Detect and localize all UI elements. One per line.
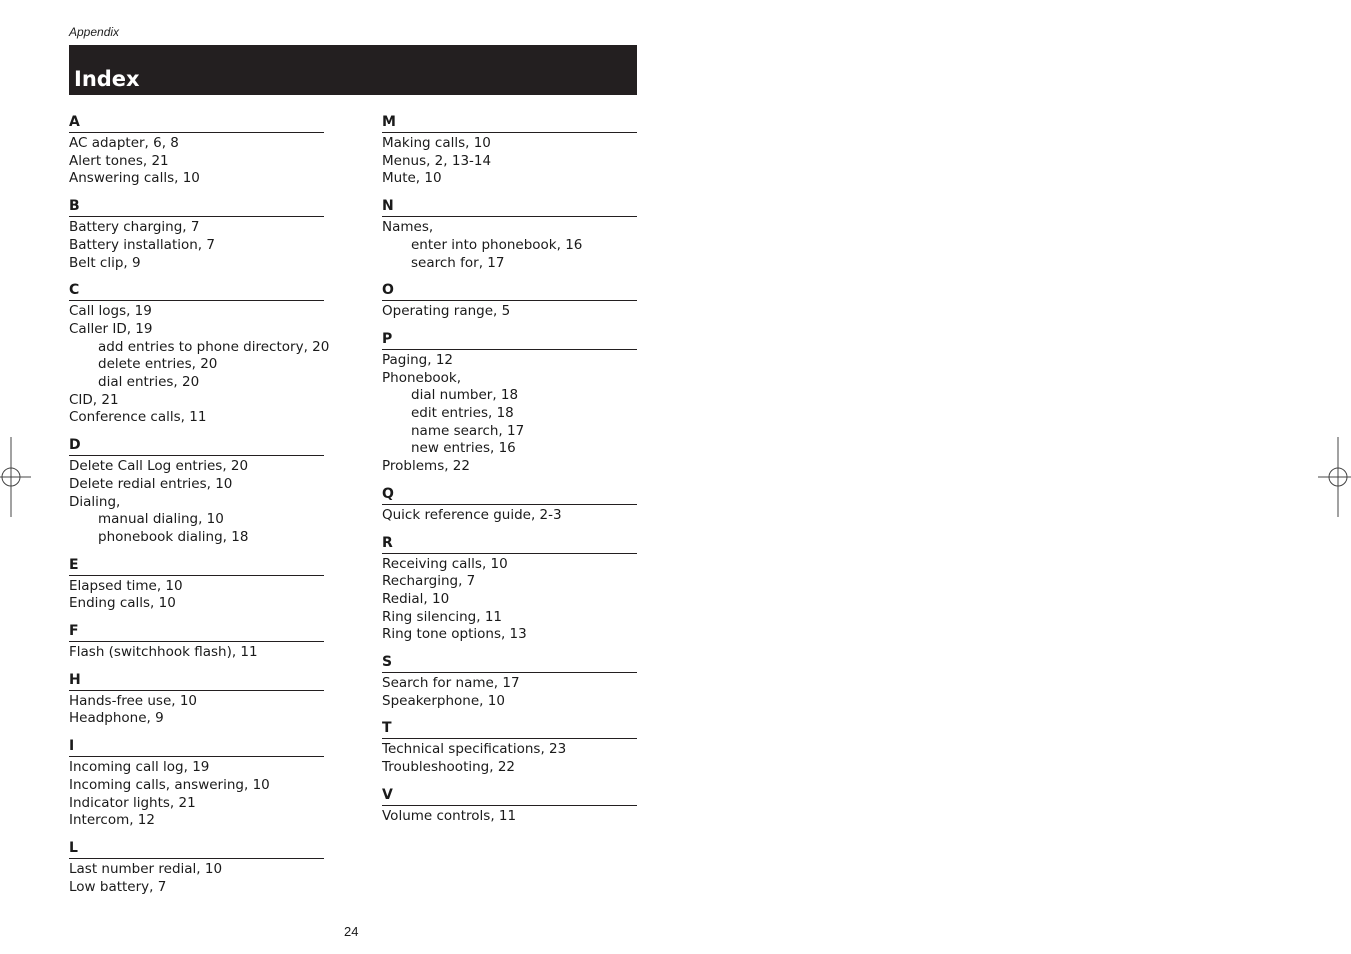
index-section-b (69, 197, 324, 272)
index-entry: Caller ID, 19 (69, 320, 153, 337)
index-section-i (69, 737, 324, 830)
running-head: Appendix (69, 25, 120, 39)
section-letter: S (382, 653, 637, 673)
index-section-q (382, 485, 637, 525)
index-entry: Volume controls, 11 (382, 807, 517, 824)
index-entry: Speakerphone, 10 (382, 692, 505, 709)
index-section-r (382, 534, 637, 645)
section-letter: L (69, 839, 324, 859)
index-section-d (69, 436, 324, 547)
index-entry: Recharging, 7 (382, 573, 476, 590)
index-section-h (69, 671, 324, 728)
index-entry: Flash (switchhook flash), 11 (69, 644, 258, 661)
index-entry: Ring silencing, 11 (382, 608, 503, 625)
index-column-right (382, 113, 637, 835)
index-section-c (69, 281, 330, 427)
index-entry: Phonebook, (382, 369, 462, 386)
index-entry: Delete Call Log entries, 20 (69, 458, 249, 475)
index-entry: Last number redial, 10 (69, 860, 223, 877)
section-letter: D (69, 436, 324, 456)
index-entry: Menus, 2, 13-14 (382, 152, 492, 169)
section-letter: I (69, 737, 324, 757)
index-entry: Troubleshooting, 22 (382, 759, 515, 776)
index-section-p (382, 330, 637, 476)
index-section-t (382, 719, 637, 776)
index-section-v (382, 786, 637, 826)
index-entry: Paging, 12 (382, 351, 454, 368)
index-entry: Conference calls, 11 (69, 409, 207, 426)
section-letter: V (382, 786, 637, 806)
index-subentry: dial entries, 20 (98, 374, 200, 391)
index-entry: Problems, 22 (382, 458, 470, 475)
section-letter: B (69, 197, 324, 217)
index-section-o (382, 281, 637, 321)
index-entry: Quick reference guide, 2-3 (382, 506, 562, 523)
index-entry: Headphone, 9 (69, 710, 164, 727)
index-section-a (69, 113, 324, 188)
index-section-f (69, 622, 324, 662)
index-entry: Mute, 10 (382, 170, 442, 187)
registration-mark-left (0, 437, 31, 517)
index-subentry: edit entries, 18 (411, 405, 514, 422)
index-entry: Incoming call log, 19 (69, 759, 210, 776)
section-letter: P (382, 330, 637, 350)
index-entry: Battery charging, 7 (69, 219, 200, 236)
index-entry: Call logs, 19 (69, 303, 152, 320)
index-entry: Ending calls, 10 (69, 595, 176, 612)
index-subentry: search for, 17 (411, 254, 505, 271)
index-entry: Redial, 10 (382, 590, 450, 607)
index-entry: Battery installation, 7 (69, 236, 215, 253)
index-subentry: enter into phonebook, 16 (411, 236, 583, 253)
index-entry: Dialing, (69, 493, 121, 510)
section-letter: H (69, 671, 324, 691)
registration-mark-right (1318, 437, 1351, 517)
section-letter: E (69, 556, 324, 576)
section-letter: N (382, 197, 637, 217)
index-subentry: manual dialing, 10 (98, 511, 224, 528)
index-entry: Alert tones, 21 (69, 152, 169, 169)
index-column-left (69, 113, 330, 905)
index-entry: Low battery, 7 (69, 878, 167, 895)
index-entry: Delete redial entries, 10 (69, 475, 233, 492)
index-entry: Technical specifications, 23 (382, 741, 567, 758)
index-section-e (69, 556, 324, 613)
section-letter: R (382, 534, 637, 554)
index-entry: Names, (382, 219, 434, 236)
index-subentry: delete entries, 20 (98, 356, 218, 373)
index-entry: CID, 21 (69, 391, 119, 408)
index-entry: Hands-free use, 10 (69, 692, 198, 709)
section-letter: F (69, 622, 324, 642)
index-entry: Belt clip, 9 (69, 254, 141, 271)
page-number: 24 (344, 924, 359, 939)
section-letter: M (382, 113, 637, 133)
index-entry: Intercom, 12 (69, 812, 155, 829)
index-entry: Making calls, 10 (382, 135, 491, 151)
index-subentry: new entries, 16 (411, 440, 516, 457)
index-entry: Search for name, 17 (382, 675, 520, 692)
section-letter: A (69, 113, 324, 133)
index-section-l (69, 839, 324, 896)
section-letter: T (382, 719, 637, 739)
index-entry: AC adapter, 6, 8 (69, 135, 179, 151)
index-entry: Elapsed time, 10 (69, 577, 183, 594)
index-entry: Ring tone options, 13 (382, 626, 527, 643)
section-letter: O (382, 281, 637, 301)
index-subentry: phonebook dialing, 18 (98, 528, 249, 545)
index-entry: Operating range, 5 (382, 303, 511, 320)
index-subentry: add entries to phone directory, 20 (98, 338, 330, 355)
index-section-m (382, 113, 637, 188)
index-section-s (382, 653, 637, 710)
index-subentry: name search, 17 (411, 422, 525, 439)
index-subentry: dial number, 18 (411, 387, 519, 404)
index-entry: Indicator lights, 21 (69, 794, 196, 811)
index-entry: Incoming calls, answering, 10 (69, 776, 270, 793)
index-entry: Receiving calls, 10 (382, 555, 508, 572)
index-entry: Answering calls, 10 (69, 170, 200, 187)
section-letter: C (69, 281, 324, 301)
section-letter: Q (382, 485, 637, 505)
index-section-n (382, 197, 637, 272)
page-title: Index (74, 67, 140, 91)
title-bar (69, 45, 637, 95)
